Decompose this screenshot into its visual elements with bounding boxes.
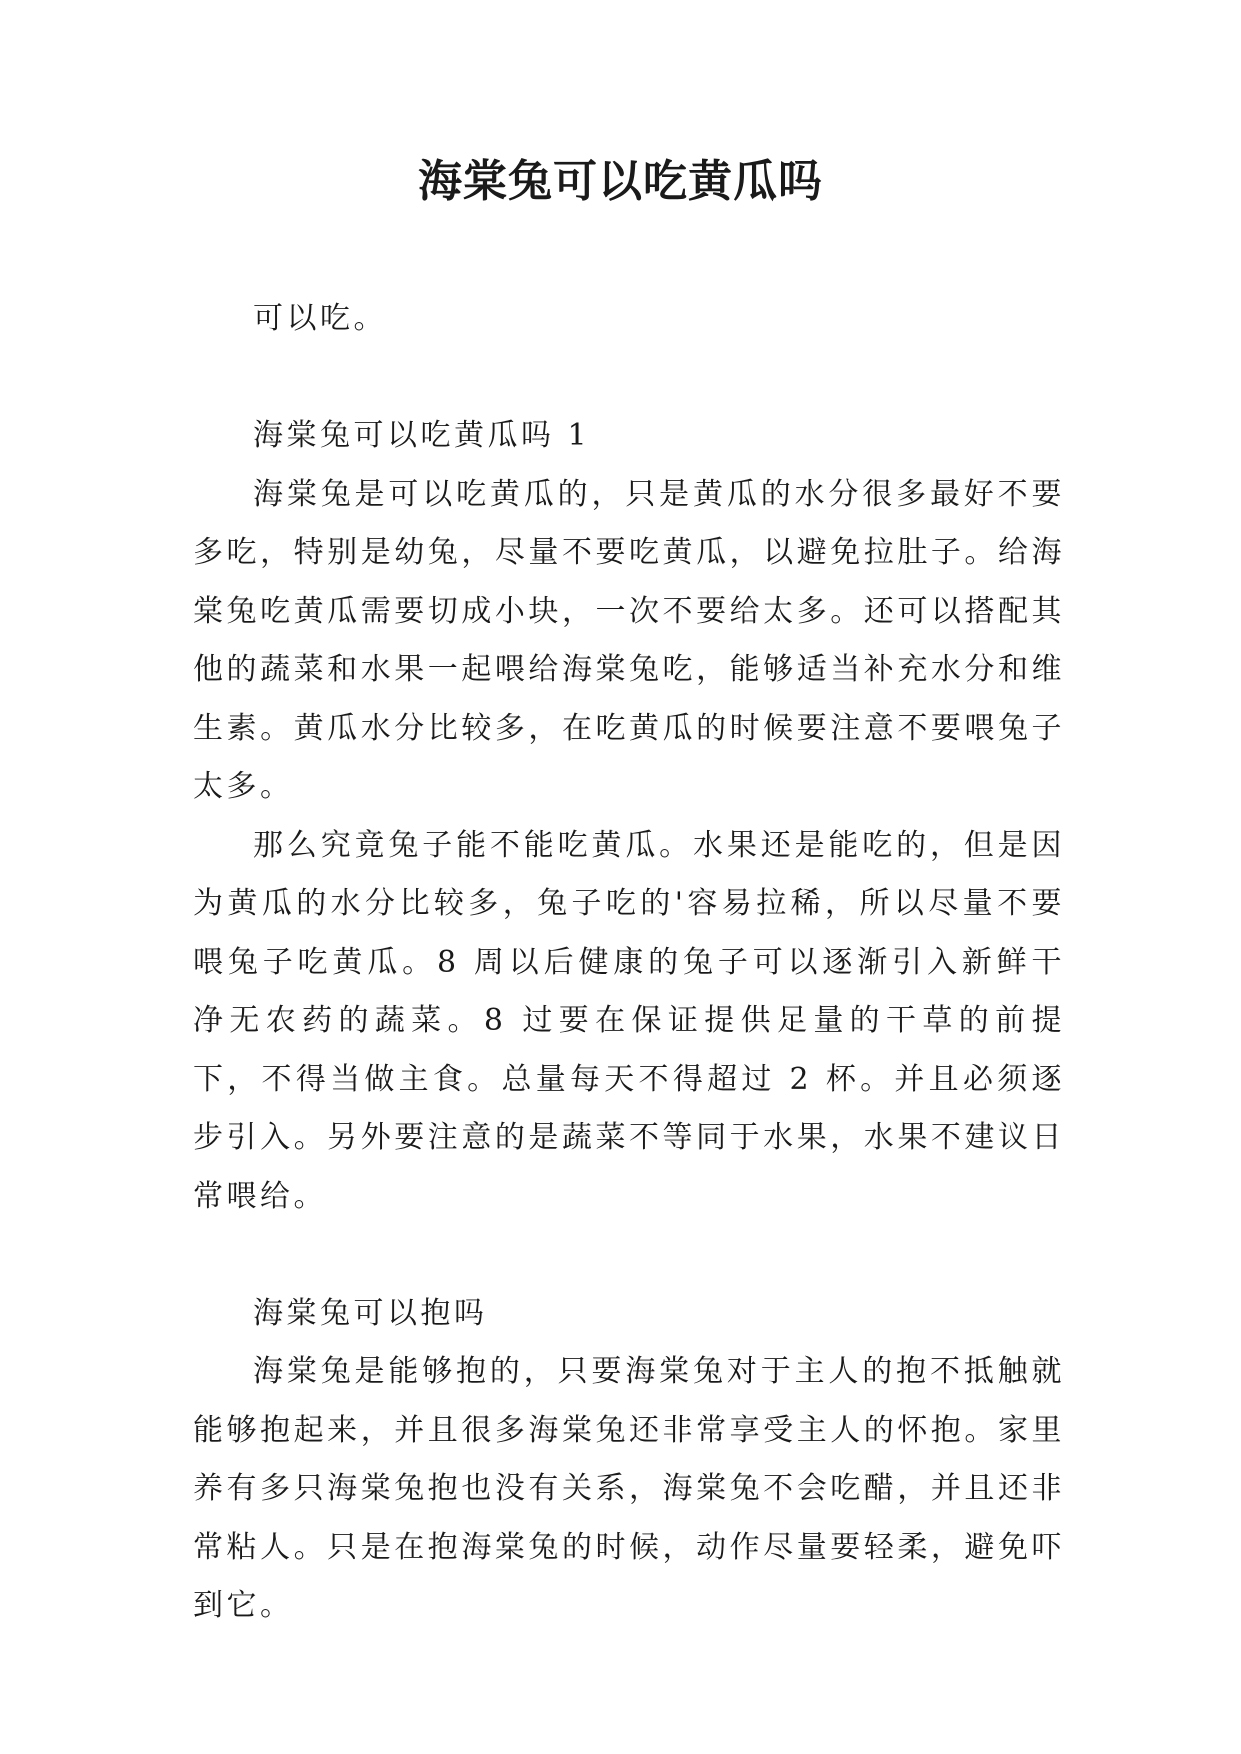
paragraph: 那么究竟兔子能不能吃黄瓜。水果还是能吃的，但是因为黄瓜的水分比较多，兔子吃的'容易拉稀，所以尽量不要喂兔子吃黄瓜。8 周以后健康的兔子可以逐渐引入新鲜干净无农药的蔬菜。8 过要在保证提供足量的干草的前提下，不得当做主食。总量每天不得超过 2 杯。并且必须逐步引入。另外要注意的是蔬菜不等同于水果，水果不建议日常喂给。: [193, 827, 1065, 1214]
document-body: [193, 290, 1065, 1636]
paragraph-spacer: [193, 349, 1065, 408]
paragraph-spacer: [193, 1226, 1065, 1285]
intro-paragraph: 可以吃。: [253, 301, 387, 336]
paragraph: 海棠兔是能够抱的，只要海棠兔对于主人的抱不抵触就能够抱起来，并且很多海棠兔还非常享受主人的怀抱。家里养有多只海棠兔抱也没有关系，海棠兔不会吃醋，并且还非常粘人。只是在抱海棠兔的时候，动作尽量要轻柔，避免吓到它。: [193, 1354, 1065, 1623]
section-heading-hold: 海棠兔可以抱吗: [253, 1295, 488, 1331]
paragraph: 海棠兔是可以吃黄瓜的，只是黄瓜的水分很多最好不要多吃，特别是幼兔，尽量不要吃黄瓜，以避免拉肚子。给海棠兔吃黄瓜需要切成小块，一次不要给太多。还可以搭配其他的蔬菜和水果一起喂给海棠兔吃，能够适当补充水分和维生素。黄瓜水分比较多，在吃黄瓜的时候要注意不要喂兔子太多。: [193, 476, 1065, 804]
document-title: 海棠兔可以吃黄瓜吗: [418, 156, 823, 207]
section-heading-cucumber: 海棠兔可以吃黄瓜吗 1: [253, 418, 591, 453]
